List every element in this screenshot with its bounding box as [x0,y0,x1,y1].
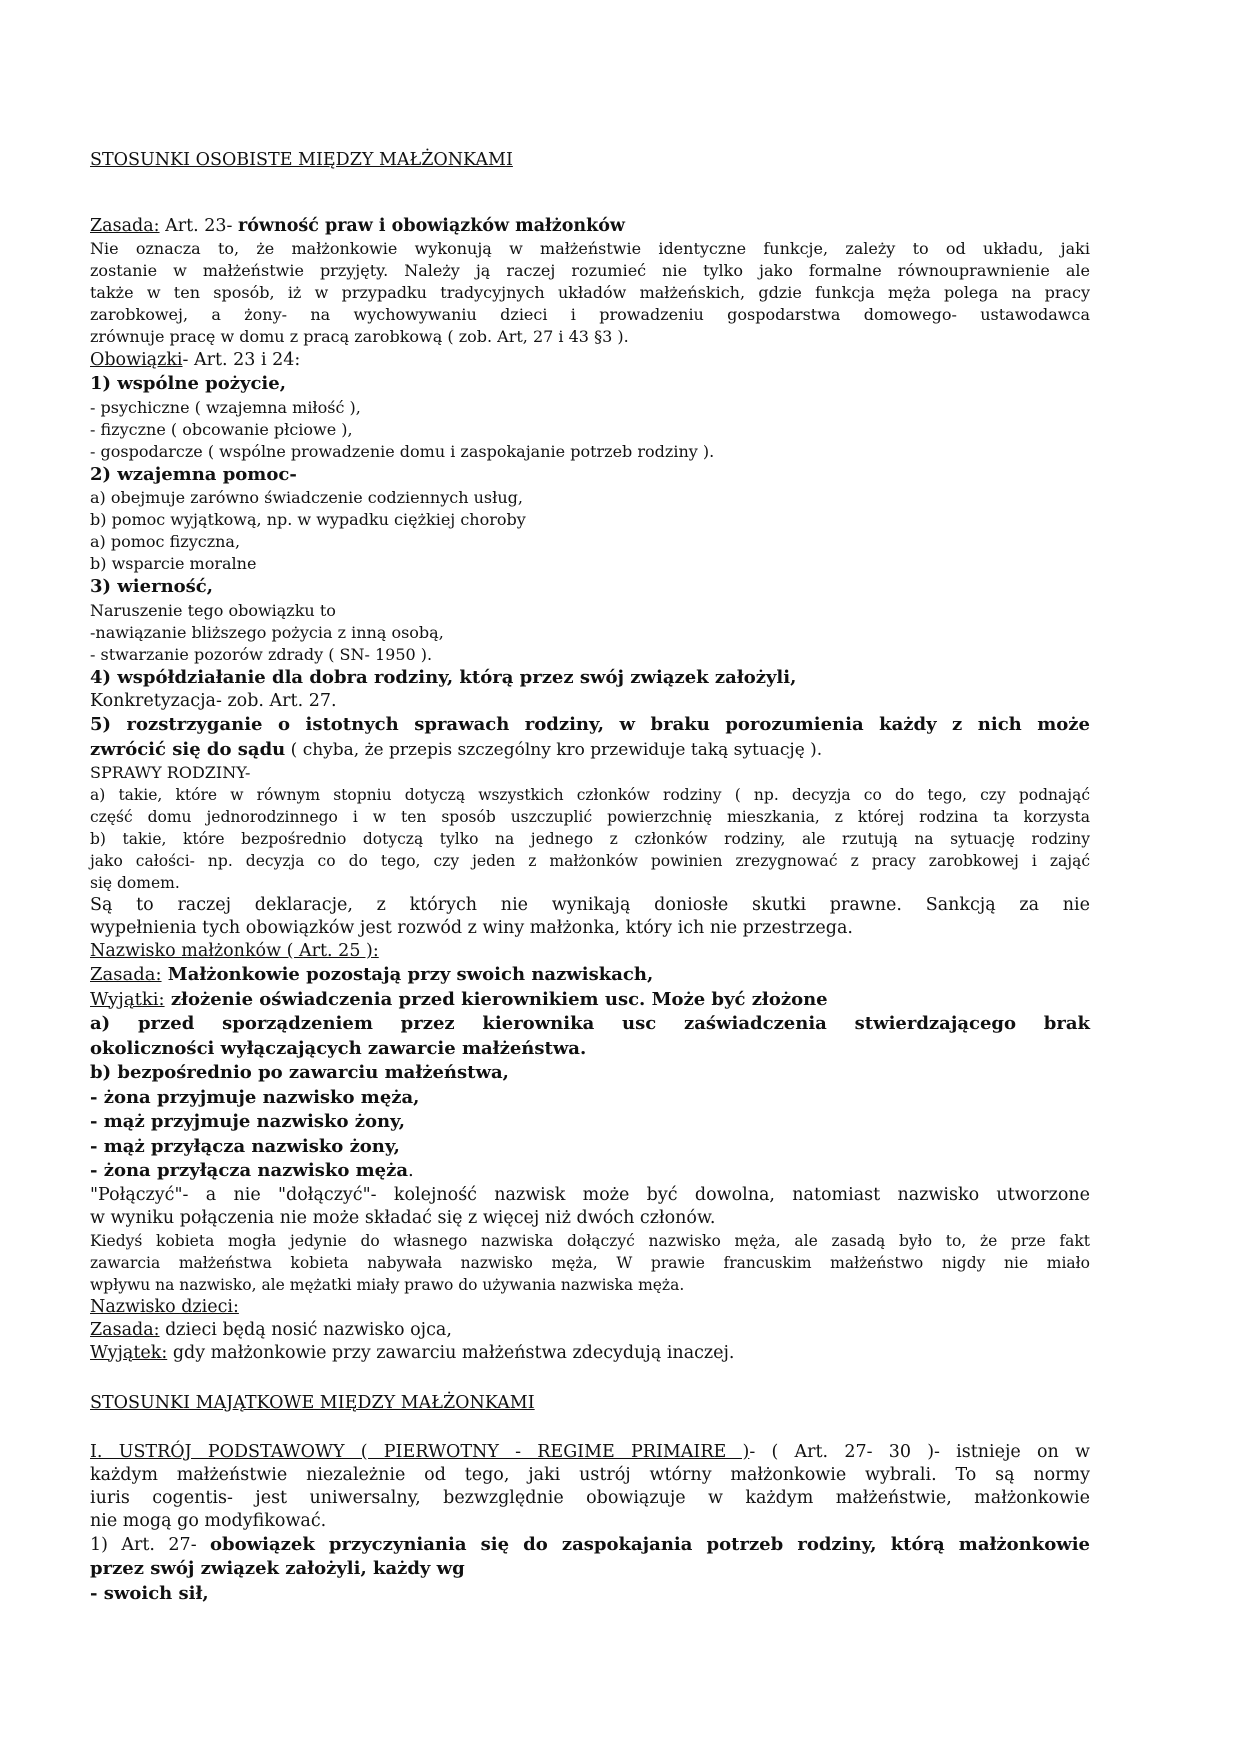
nazwisko-choice: - żona przyjmuje nazwisko męża, [90,1086,420,1108]
list-item: - psychiczne ( wzajemna miłość ), [90,397,361,417]
paragraph-equality [90,238,1090,348]
art27-line: przez swój związek założyli, każdy wg [90,1558,465,1579]
art27-line: 1) Art. 27- obowiązek przyczyniania się do zaspokajania potrzeb rodziny, którą małżonkowie [90,1533,1090,1555]
ustroj-line: iuris cogentis- jest uniwersalny, bezwzględnie obowiązuje w każdym małżeństwie, małżonkowie [90,1487,1090,1508]
polaczyc-line: "Połączyć"- a nie "dołączyć"- kolejność nazwisk może być dowolna, natomiast nazwisko utworzone [90,1184,1090,1205]
list-item: Naruszenie tego obowiązku to [90,600,336,620]
dzieci-wyjatek: Wyjątek: gdy małżonkowie przy zawarciu małżeństwa zdecydują inaczej. [90,1342,735,1363]
nazwisko-heading: Nazwisko małżonków ( Art. 25 ): [90,941,379,961]
paragraph-line: zostanie w małżeństwie przyjęty. Należy ją raczej rozumieć nie tylko jako formalne równouprawnienie ale [90,261,1090,280]
duty-5-line2: zwrócić się do sądu ( chyba, że przepis szczególny kro przewiduje taką sytuację ). [90,738,823,760]
duty-5-heading: 5) rozstrzyganie o istotnych sprawach rodziny, w braku porozumienia każdy z nich może [90,714,1090,735]
sprawy-line: się domem. [90,874,180,892]
zasada-line: Zasada: Art. 23- równość praw i obowiązków małżonków [90,216,625,236]
obowiazki-line: Obowiązki- Art. 23 i 24: [90,350,301,370]
sprawy-line: b) takie, które bezpośrednio dotyczą tylko na jednego z członków rodziny, ale rzutują na sytuację rodziny [90,830,1090,848]
duty-2-heading: 2) wzajemna pomoc- [90,463,297,485]
ustroj-line: nie mogą go modyfikować. [90,1510,327,1531]
ustroj-line: I. USTRÓJ PODSTAWOWY ( PIERWOTNY - REGIME PRIMAIRE )- ( Art. 27- 30 )- istnieje on w [90,1441,1090,1462]
list-item: - gospodarcze ( wspólne prowadzenie domu i zaspokajanie potrzeb rodziny ). [90,441,715,461]
duty-1-heading: 1) wspólne pożycie, [90,373,286,394]
deklaracje-line: wypełnienia tych obowiązków jest rozwód z winy małżonka, który ich nie przestrzega. [90,918,853,938]
section-title-property: STOSUNKI MAJĄTKOWE MIĘDZY MAŁŻONKAMI [90,1392,535,1413]
art27-line: - swoich sił, [90,1582,209,1604]
paragraph-line: także w ten sposób, iż w przypadku tradycyjnych układów małżeńskich, gdzie funkcja męża polega na pracy [90,283,1090,302]
paragraph-line: Nie oznacza to, że małżonkowie wykonują w małżeństwie identyczne funkcje, zależy to od układu, jaki [90,239,1090,258]
sprawy-heading: SPRAWY RODZINY- [90,763,251,782]
list-item: - fizyczne ( obcowanie płciowe ), [90,419,353,439]
zasada-bold: równość praw i obowiązków małżonków [238,216,625,236]
nazwisko-option-b: b) bezpośrednio po zawarciu małżeństwa, [90,1062,509,1083]
polaczyc-line: w wyniku połączenia nie może składać się z więcej niż dwóch członów. [90,1207,716,1228]
duty-4-heading: 4) współdziałanie dla dobra rodziny, którą przez swój związek założyli, [90,666,797,688]
paragraph-line: zrównuje pracę w domu z pracą zarobkową ( zob. Art, 27 i 43 §3 ). [90,327,629,346]
nazwisko-choice: - żona przyłącza nazwisko męża. [90,1160,414,1181]
nazwisko-choice: - mąż przyjmuje nazwisko żony, [90,1111,406,1132]
duty-4-text: Konkretyzacja- zob. Art. 27. [90,691,337,711]
section-title-personal: STOSUNKI OSOBISTE MIĘDZY MAŁŻONKAMI [90,150,513,170]
list-item: - stwarzanie pozorów zdrady ( SN- 1950 ). [90,644,433,664]
zasada-label: Zasada: [90,216,160,236]
list-item: -nawiązanie bliższego pożycia z inną osobą, [90,622,444,642]
deklaracje-line: Są to raczej deklaracje, z których nie wynikają doniosłe skutki prawne. Sankcją za nie [90,895,1090,915]
ustroj-line: każdym małżeństwie niezależnie od tego, jaki ustrój wtórny małżonkowie wybrali. To są normy [90,1464,1090,1485]
nazwisko-wyjatki: Wyjątki: złożenie oświadczenia przed kierownikiem usc. Może być złożone [90,988,828,1010]
nazwisko-zasada: Zasada: Małżonkowie pozostają przy swoich nazwiskach, [90,964,654,985]
paragraph-line: zarobkowej, a żony- na wychowywaniu dzieci i prowadzeniu gospodarstwa domowego- ustawodawca [90,305,1090,324]
sprawy-line: a) takie, które w równym stopniu dotyczą wszystkich członków rodziny ( np. decyzja co do tego, czy podnająć [90,786,1090,804]
dzieci-zasada: Zasada: dzieci będą nosić nazwisko ojca, [90,1319,452,1340]
nazwisko-option-a: a) przed sporządzeniem przez kierownika usc zaświadczenia stwierdzającego brak [90,1013,1090,1034]
duty-3-heading: 3) wierność, [90,576,214,597]
list-item: b) wsparcie moralne [90,554,257,573]
sprawy-line: jako całości- np. decyzja co do tego, czy jeden z małżonków powinien zrezygnować z pracy zarobkowej i zająć [90,852,1090,870]
kiedys-line: zawarcia małżeństwa kobieta nabywała nazwisko męża, W prawie francuskim małżeństwo nigdy nie miało [90,1253,1090,1272]
nazwisko-option-a: okoliczności wyłączających zawarcie małżeństwa. [90,1037,587,1059]
sprawy-line: część domu jednorodzinnego i w ten sposób uszczuplić powierzchnię mieszkania, z której rodzina ta korzysta [90,808,1090,826]
list-item: a) pomoc fizyczna, [90,532,241,551]
list-item: b) pomoc wyjątkową, np. w wypadku ciężkiej choroby [90,510,526,529]
document-page [90,148,1090,1606]
kiedys-line: Kiedyś kobieta mogła jedynie do własnego nazwiska dołączyć nazwisko męża, ale zasadą było to, że prze fakt [90,1231,1090,1250]
kiedys-line: wpływu na nazwisko, ale mężatki miały prawo do używania nazwiska męża. [90,1275,685,1294]
list-item: a) obejmuje zarówno świadczenie codziennych usług, [90,488,523,507]
nazwisko-choice: - mąż przyłącza nazwisko żony, [90,1135,400,1157]
dzieci-heading: Nazwisko dzieci: [90,1296,239,1317]
